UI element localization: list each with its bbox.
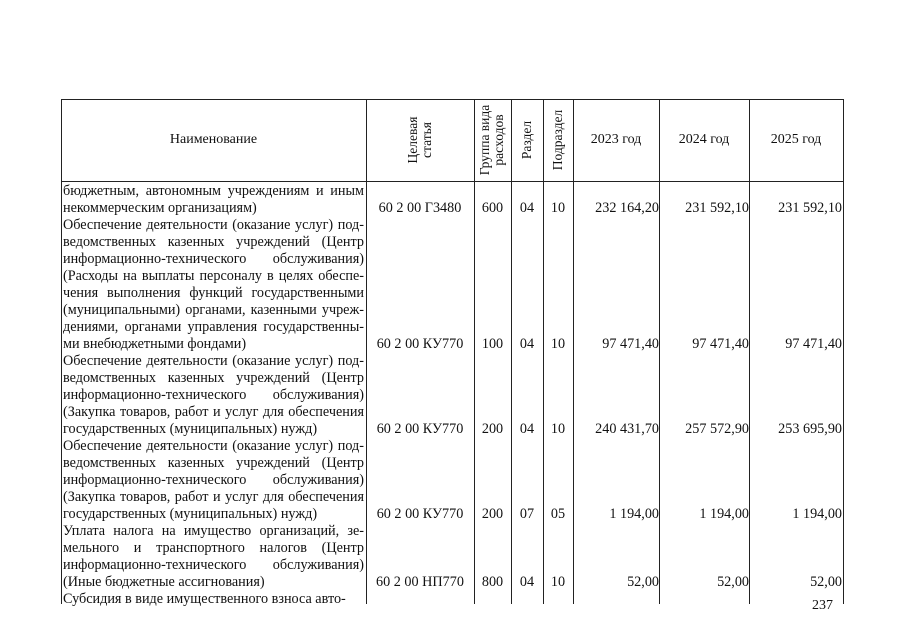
description-line: Субсидия в виде имущественного взноса авто-	[63, 591, 346, 607]
row-value-2024: 52,00	[717, 574, 749, 590]
row-code: 60 2 00 Г3480	[378, 200, 462, 216]
row-subsection: 10	[550, 421, 566, 437]
row-value-2025: 253 695,90	[778, 421, 842, 437]
description-line: Уплата налога на имущество организаций, зе-	[63, 523, 364, 539]
row-description	[63, 438, 364, 523]
row-description	[63, 353, 364, 438]
row-group: 200	[481, 421, 504, 437]
row-code: 60 2 00 НП770	[376, 574, 464, 590]
row-group: 800	[481, 574, 504, 590]
row-value-2025: 1 194,00	[792, 506, 842, 522]
row-subsection: 05	[550, 506, 566, 522]
row-value-2025: 52,00	[810, 574, 842, 590]
row-section: 04	[519, 574, 535, 590]
row-value-2024: 97 471,40	[692, 336, 749, 352]
header-group: Группа вида расходов	[477, 104, 506, 176]
description-line: Обеспечение деятельности (оказание услуг) под-	[63, 438, 364, 454]
row-value-2023: 232 164,20	[595, 200, 659, 216]
description-line: государственных (муниципальных) нужд)	[63, 421, 318, 437]
row-code: 60 2 00 КУ770	[376, 506, 464, 522]
row-value-2024: 231 592,10	[685, 200, 749, 216]
row-description	[63, 183, 364, 217]
row-value-2025: 97 471,40	[785, 336, 842, 352]
row-section: 04	[519, 336, 535, 352]
row-value-2024: 1 194,00	[699, 506, 749, 522]
row-group: 600	[481, 200, 504, 216]
description-line: бюджетным, автономным учреждениям и иным	[63, 183, 364, 199]
description-line: (Закупка товаров, работ и услуг для обеспечения	[63, 404, 364, 420]
row-subsection: 10	[550, 574, 566, 590]
row-code: 60 2 00 КУ770	[376, 421, 464, 437]
description-line: ведомственных казенных учреждений (Центр	[63, 234, 364, 250]
col-border	[843, 99, 844, 604]
row-value-2023: 1 194,00	[609, 506, 659, 522]
row-group: 100	[481, 336, 504, 352]
row-subsection: 10	[550, 336, 566, 352]
description-line: некоммерческим организациям)	[63, 200, 257, 216]
row-value-2025: 231 592,10	[778, 200, 842, 216]
description-line: информационно-технического обслуживания)	[63, 251, 364, 267]
description-line: (Иные бюджетные ассигнования)	[63, 574, 265, 590]
page-number: 237	[812, 598, 833, 613]
row-value-2023: 240 431,70	[595, 421, 659, 437]
description-line: дениями, органами управления государственны-	[63, 319, 364, 335]
row-code: 60 2 00 КУ770	[376, 336, 464, 352]
row-subsection: 10	[550, 200, 566, 216]
description-line: ведомственных казенных учреждений (Центр	[63, 370, 364, 386]
row-section: 04	[519, 200, 535, 216]
row-value-2024: 257 572,90	[685, 421, 749, 437]
description-line: ми внебюджетными фондами)	[63, 336, 247, 352]
description-line: информационно-технического обслуживания)	[63, 557, 364, 573]
description-line: мельного и транспортного налогов (Центр	[63, 540, 364, 556]
row-description	[63, 523, 364, 591]
row-section: 07	[519, 506, 535, 522]
description-line: информационно-технического обслуживания)	[63, 387, 364, 403]
description-line: (муниципальными) органами, казенными учреж-	[63, 302, 364, 318]
description-line: Обеспечение деятельности (оказание услуг) под-	[63, 353, 364, 369]
header-section: Раздел	[519, 120, 534, 160]
description-line: Обеспечение деятельности (оказание услуг) под-	[63, 217, 364, 233]
description-line: (Расходы на выплаты персоналу в целях обеспе-	[63, 268, 364, 284]
row-group: 200	[481, 506, 504, 522]
description-line: информационно-технического обслуживания)	[63, 472, 364, 488]
header-bottom-border	[61, 181, 844, 182]
row-description	[63, 591, 364, 608]
description-line: государственных (муниципальных) нужд)	[63, 506, 318, 522]
description-line: ведомственных казенных учреждений (Центр	[63, 455, 364, 471]
row-description	[63, 217, 364, 353]
header-name: Наименование	[169, 132, 258, 147]
row-value-2023: 52,00	[627, 574, 659, 590]
row-section: 04	[519, 421, 535, 437]
description-line: чения выполнения функций государственными	[63, 285, 364, 301]
header-year-2024: 2024 год	[678, 132, 730, 147]
header-year-2023: 2023 год	[590, 132, 642, 147]
header-subsection: Подраздел	[550, 109, 565, 171]
row-value-2023: 97 471,40	[602, 336, 659, 352]
header-year-2025: 2025 год	[770, 132, 822, 147]
header-code: Целевая статья	[405, 116, 434, 164]
description-line: (Закупка товаров, работ и услуг для обеспечения	[63, 489, 364, 505]
